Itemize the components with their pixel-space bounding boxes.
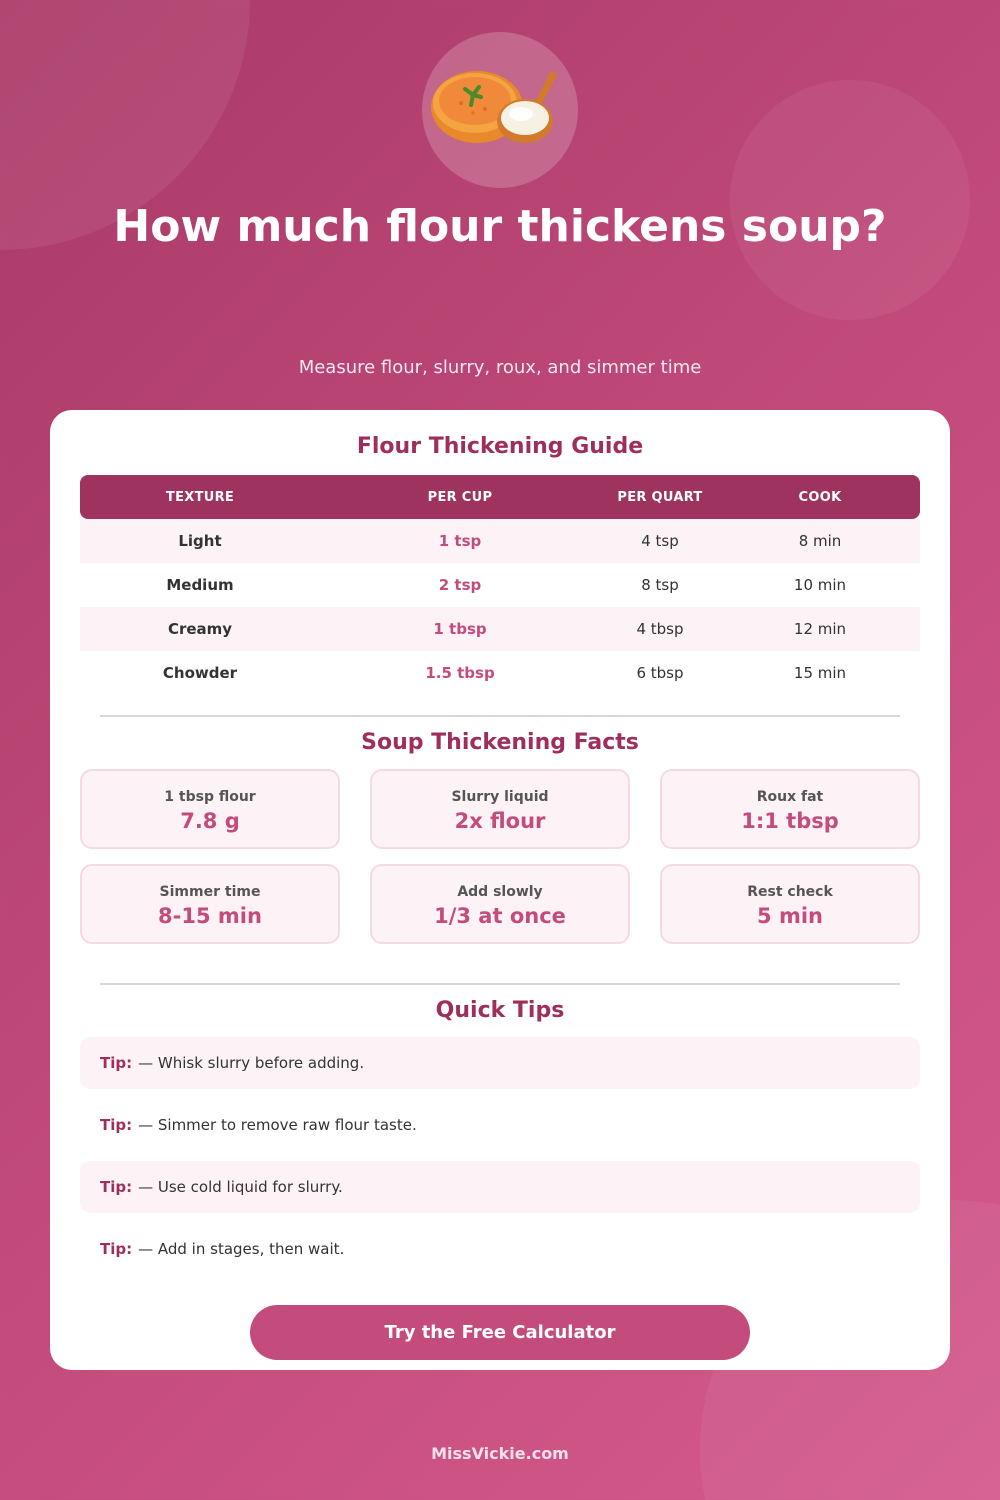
texture-cell: Light <box>178 532 222 550</box>
fact-label: 1 tbsp flour <box>164 789 256 805</box>
fact-value: 8-15 min <box>158 904 262 928</box>
tip-label: Tip: <box>100 1116 133 1134</box>
fact-label: Add slowly <box>457 884 543 900</box>
table-row <box>80 651 920 695</box>
per-cup-cell: 1 tbsp <box>433 620 487 638</box>
section-divider <box>100 983 900 985</box>
table-row <box>80 563 920 607</box>
fact-value: 2x flour <box>454 809 546 833</box>
tips-title: Quick Tips <box>435 998 565 1023</box>
soup-bowl-icon <box>422 32 578 188</box>
fact-value: 7.8 g <box>180 809 240 833</box>
cook-cell: 8 min <box>798 532 842 550</box>
per-cup-cell: 1.5 tbsp <box>425 664 495 682</box>
table-row <box>80 519 920 563</box>
tip-label: Tip: <box>100 1178 133 1196</box>
tip-text: — Add in stages, then wait. <box>138 1240 345 1258</box>
fact-value: 5 min <box>757 904 823 928</box>
footer-brand[interactable]: MissVickie.com <box>431 1444 569 1463</box>
free-calculator-button[interactable]: Try the Free Calculator <box>250 1305 750 1360</box>
column-header: TEXTURE <box>165 489 235 505</box>
fact-label: Simmer time <box>159 884 261 900</box>
texture-cell: Medium <box>166 576 234 594</box>
table-header <box>80 475 920 519</box>
per-quart-cell: 8 tsp <box>641 576 679 594</box>
per-cup-cell: 1 tsp <box>438 532 482 550</box>
tip-item <box>80 1161 920 1213</box>
fact-label: Rest check <box>747 884 833 900</box>
fact-card <box>370 769 630 849</box>
thickening-table <box>80 475 920 695</box>
cook-cell: 10 min <box>793 576 847 594</box>
background-circle <box>730 80 970 320</box>
fact-value: 1/3 at once <box>434 904 566 928</box>
tip-text: — Use cold liquid for slurry. <box>138 1178 343 1196</box>
fact-label: Roux fat <box>756 789 824 805</box>
per-quart-cell: 4 tbsp <box>636 620 684 638</box>
cook-cell: 15 min <box>793 664 847 682</box>
tip-item <box>80 1099 920 1151</box>
cook-cell: 12 min <box>793 620 847 638</box>
tip-text: — Whisk slurry before adding. <box>138 1054 365 1072</box>
texture-cell: Creamy <box>167 620 233 638</box>
fact-card <box>80 864 340 944</box>
fact-card <box>80 769 340 849</box>
page-title: How much flour thickens soup? <box>113 201 887 252</box>
tip-text: — Simmer to remove raw flour taste. <box>138 1116 417 1134</box>
tip-item <box>80 1223 920 1275</box>
fact-value: 1:1 tbsp <box>741 809 839 833</box>
tip-label: Tip: <box>100 1054 133 1072</box>
fact-card <box>370 864 630 944</box>
per-quart-cell: 6 tbsp <box>636 664 684 682</box>
column-header: COOK <box>798 489 842 505</box>
column-header: PER CUP <box>427 489 493 505</box>
section-divider <box>100 715 900 717</box>
fact-card <box>660 864 920 944</box>
fact-label: Slurry liquid <box>451 789 549 805</box>
page-subtitle: Measure flour, slurry, roux, and simmer time <box>298 357 702 378</box>
facts-title: Soup Thickening Facts <box>361 730 639 755</box>
tip-item <box>80 1037 920 1089</box>
texture-cell: Chowder <box>162 664 238 682</box>
table-row <box>80 607 920 651</box>
tip-label: Tip: <box>100 1240 133 1258</box>
guide-title: Flour Thickening Guide <box>356 434 644 459</box>
column-header: PER QUART <box>617 489 703 505</box>
per-cup-cell: 2 tsp <box>438 576 482 594</box>
content-card <box>50 410 950 1370</box>
fact-card <box>660 769 920 849</box>
per-quart-cell: 4 tsp <box>641 532 679 550</box>
